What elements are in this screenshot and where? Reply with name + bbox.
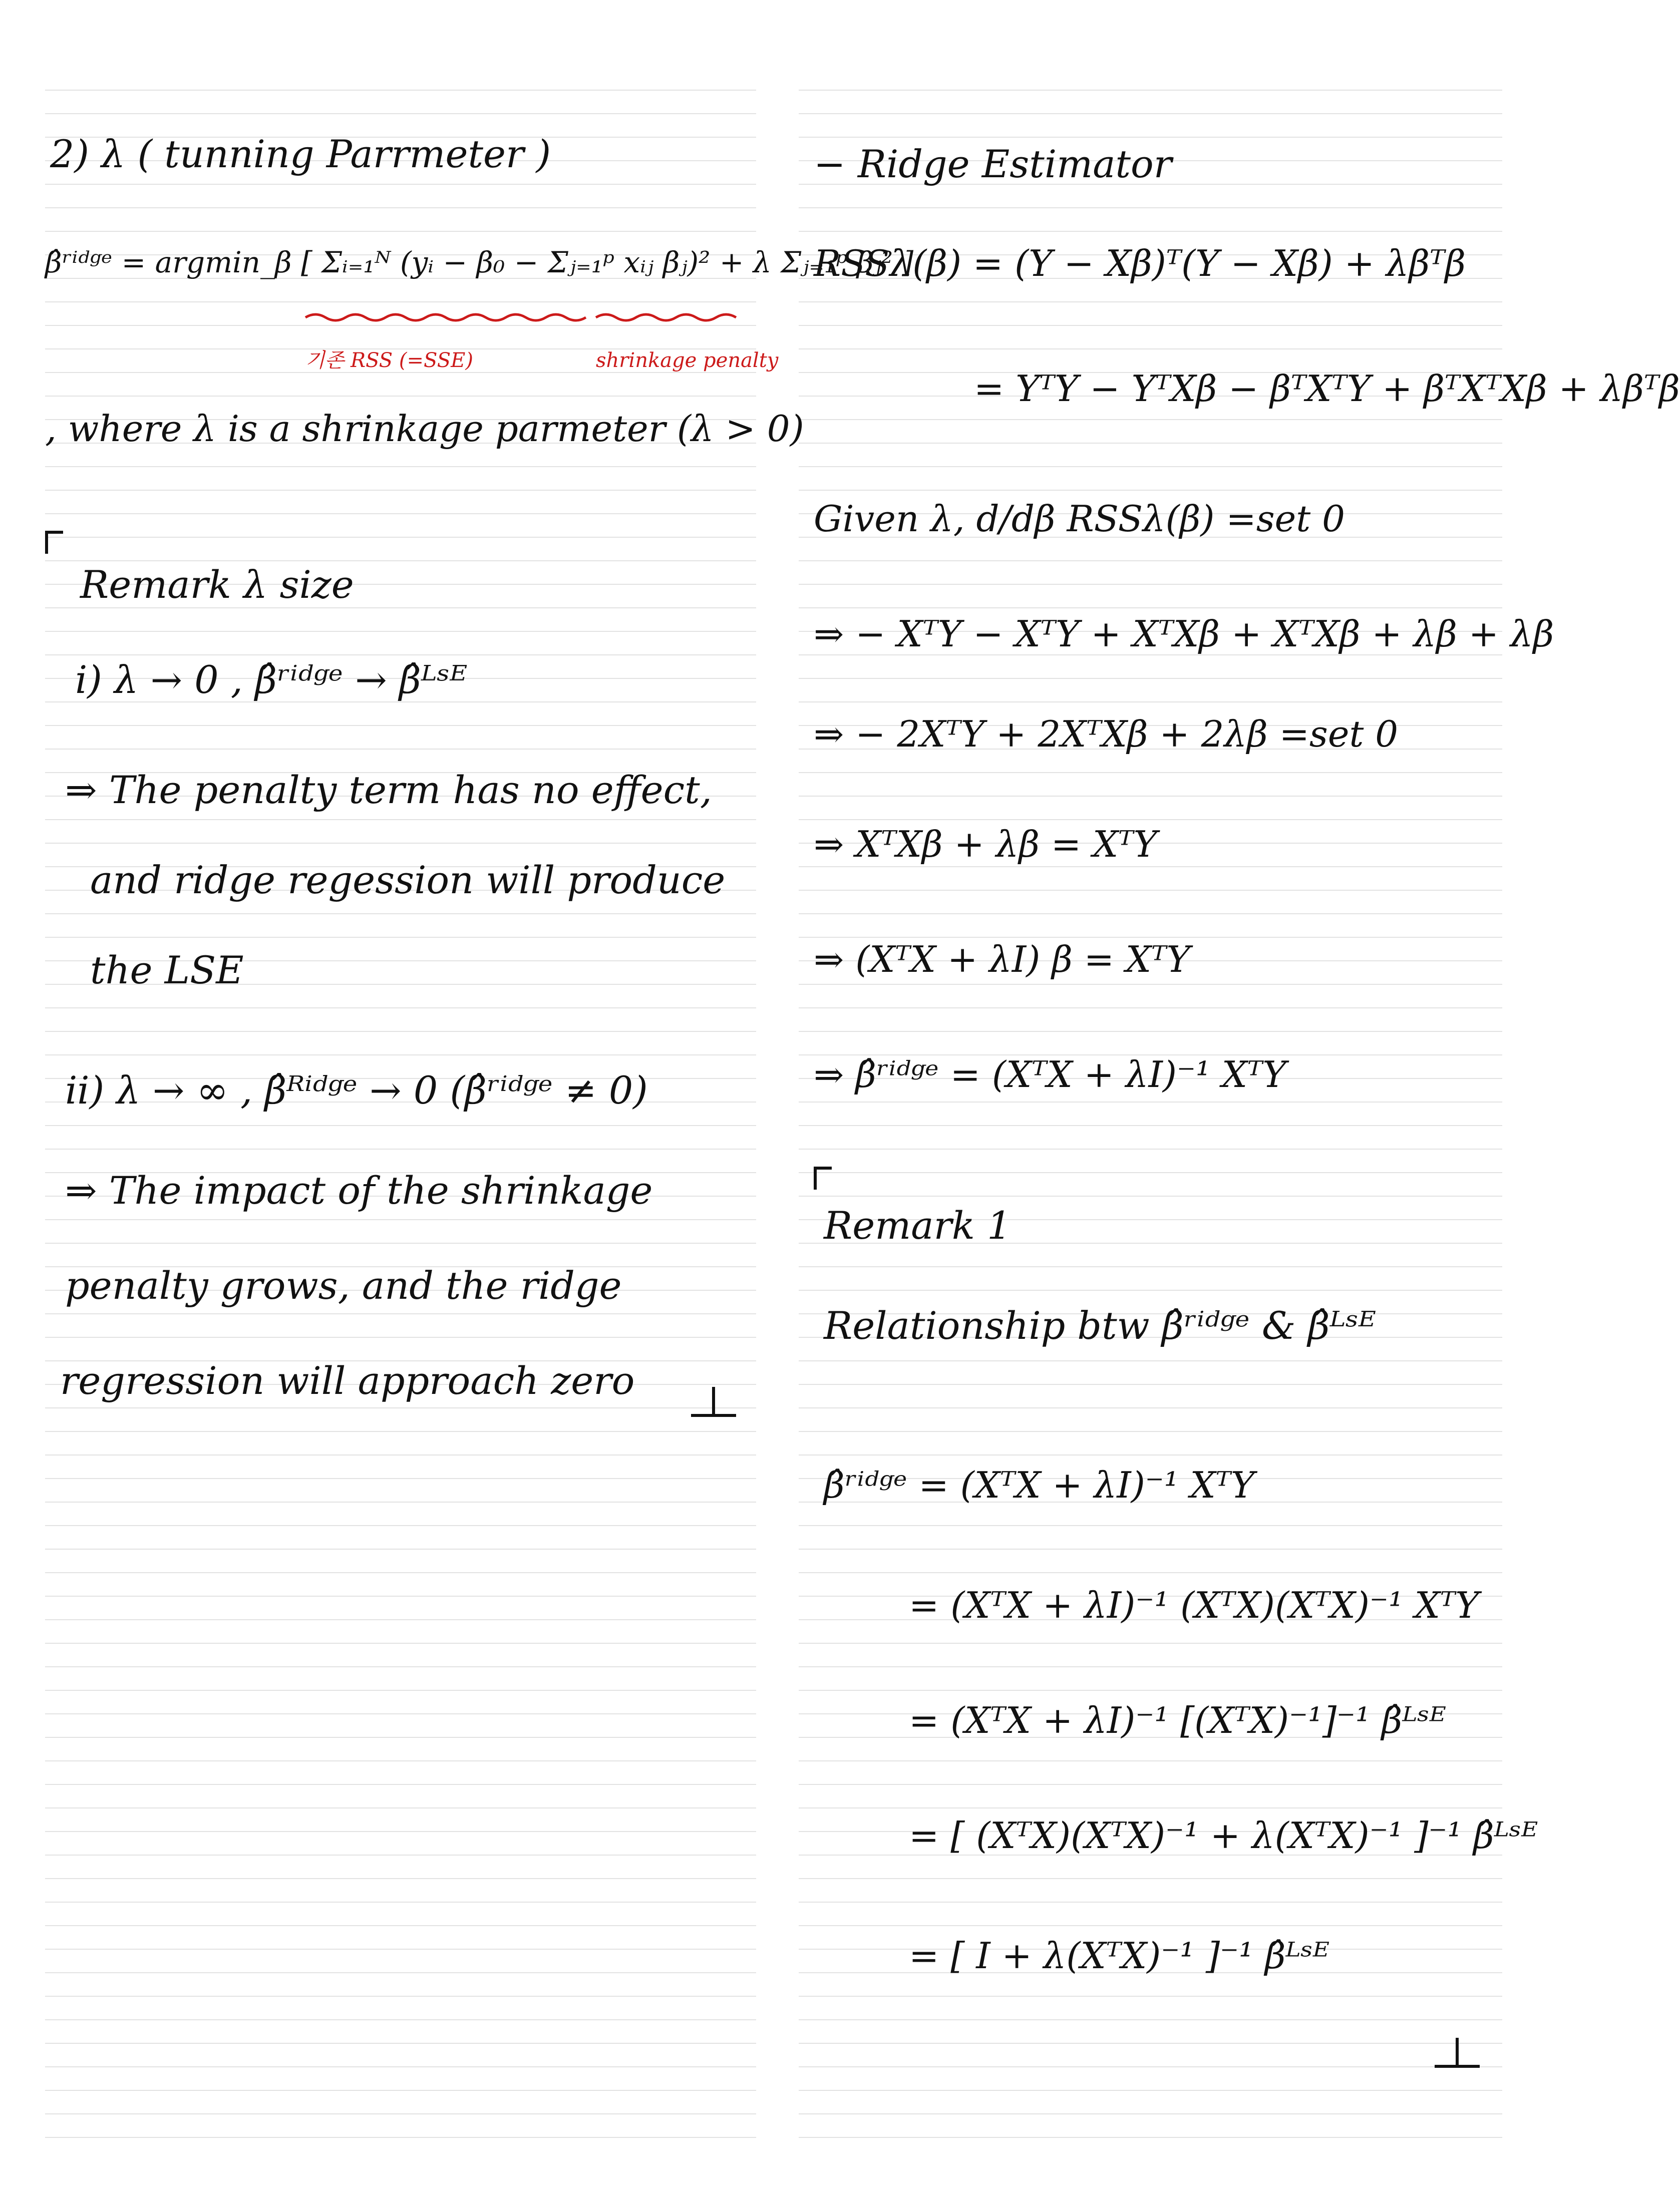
case-i-line-3: the LSE [90,948,244,992]
relationship-step-5: = [ I + λ(XᵀX)⁻¹ ]⁻¹ β̂ᴸˢᴱ [909,1935,1329,1977]
case-i: i) λ → 0 , β̂ʳⁱᵈᵍᵉ → β̂ᴸˢᴱ [75,657,468,702]
derivation-line-5: ⇒ − 2XᵀY + 2XᵀXβ + 2λβ =set 0 [814,713,1399,755]
right-column [814,0,1680,2185]
derivation-line-6: ⇒ XᵀXβ + λβ = XᵀY [814,823,1158,865]
relationship-line: Relationship btw β̂ʳⁱᵈᵍᵉ & β̂ᴸˢᴱ [824,1303,1376,1348]
relationship-step-4: = [ (XᵀX)(XᵀX)⁻¹ + λ(XᵀX)⁻¹ ]⁻¹ β̂ᴸˢᴱ [909,1814,1538,1857]
derivation-line-4: ⇒ − XᵀY − XᵀY + XᵀXβ + XᵀXβ + λβ + λβ [814,613,1554,655]
penalty-underline [596,311,746,323]
lambda-definition: , where λ is a shrinkage parmeter (λ > 0) [45,408,804,450]
derivation-line-2: = YᵀY − YᵀXβ − βᵀXᵀY + βᵀXᵀXβ + λβᵀβ [974,368,1680,410]
case-ii-line-2: penalty grows, and the ridge [65,1263,622,1308]
end-of-remark-mark [691,1387,736,1417]
case-i-line-2: and ridge regession will produce [90,858,726,902]
derivation-line-7: ⇒ (XᵀX + λI) β = XᵀY [814,938,1190,980]
relationship-step-3: = (XᵀX + λI)⁻¹ [(XᵀX)⁻¹]⁻¹ β̂ᴸˢᴱ [909,1699,1446,1741]
left-column [45,0,914,2185]
case-ii-line-1: ⇒ The impact of the shrinkage [65,1168,653,1213]
remark-1-title: Remark 1 [824,1203,1012,1248]
section-heading: 2) λ ( tunning Parrmeter ) [50,132,551,176]
case-i-line-1: ⇒ The penalty term has no effect, [65,768,712,812]
remark-title: Remark λ size [80,562,354,607]
derivation-line-3: Given λ, d/dβ RSSλ(β) =set 0 [814,498,1345,540]
case-ii-line-3: regression will approach zero [60,1358,635,1403]
remark-bracket [45,531,63,554]
relationship-step-1: β̂ʳⁱᵈᵍᵉ = (XᵀX + λI)⁻¹ XᵀY [824,1464,1255,1506]
derivation-line-1: RSSλ(β) = (Y − Xβ)ᵀ(Y − Xβ) + λβᵀβ [814,242,1466,284]
ridge-objective-formula: β̂ʳⁱᵈᵍᵉ = argmin_β [ Σᵢ₌₁ᴺ (yᵢ − β₀ − Σⱼ₌₁ᵖ xᵢⱼ βⱼ)² + λ Σⱼ₌₁ᵖ βⱼ² ] [45,245,914,279]
end-of-proof-mark [1435,2038,1480,2068]
relationship-step-2: = (XᵀX + λI)⁻¹ (XᵀX)(XᵀX)⁻¹ XᵀY [909,1584,1479,1626]
rss-annotation: 기존 RSS (=SSE) [305,349,473,372]
penalty-annotation: shrinkage penalty [596,349,779,372]
rss-underline [305,311,586,323]
ridge-estimator-heading: − Ridge Estimator [814,142,1172,186]
derivation-line-8: ⇒ β̂ʳⁱᵈᵍᵉ = (XᵀX + λI)⁻¹ XᵀY [814,1053,1286,1096]
remark-1-bracket [814,1167,832,1190]
case-ii: ii) λ → ∞ , β̂ᴿⁱᵈᵍᵉ → 0 (β̂ʳⁱᵈᵍᵉ ≠ 0) [65,1068,648,1113]
